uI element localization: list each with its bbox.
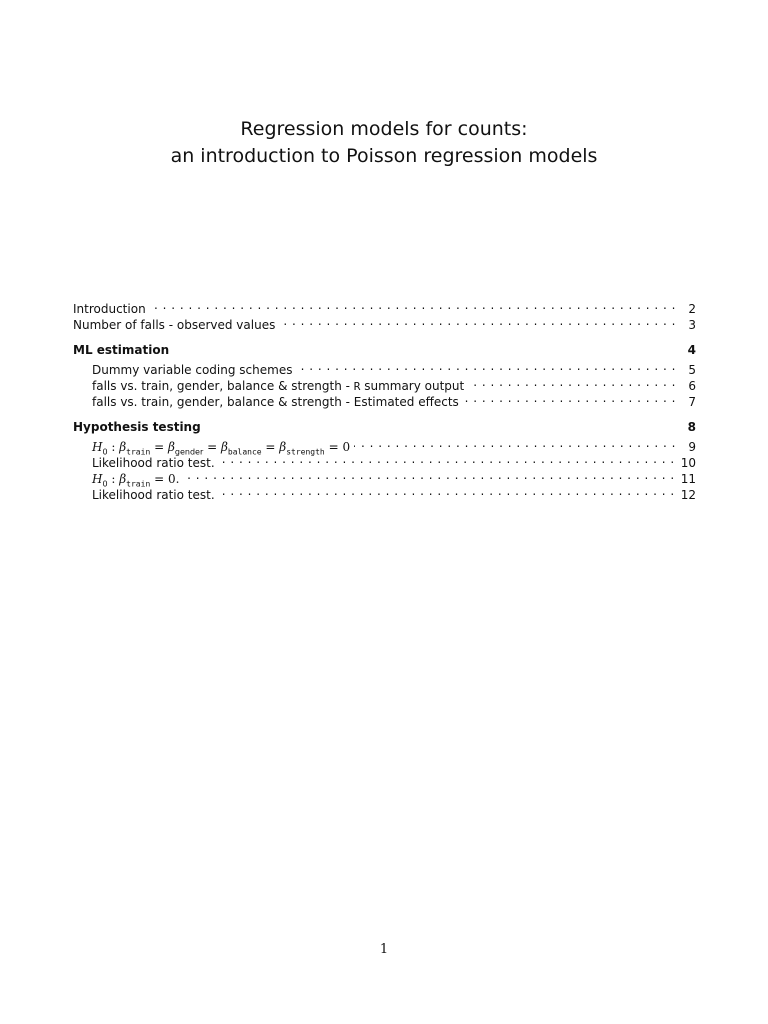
toc-label-text: summary output <box>360 379 465 393</box>
toc-entry-label <box>92 378 464 395</box>
toc-leader-dots <box>354 435 676 451</box>
toc-entry-page: 7 <box>688 395 696 409</box>
toc-entry-label: Introduction <box>73 302 146 316</box>
toc-entry-page: 5 <box>688 363 696 377</box>
toc-entry-page: 2 <box>688 302 696 316</box>
toc-leader-dots <box>219 451 675 467</box>
toc-entry-page: 12 <box>680 488 696 502</box>
toc-entry-math-label: $H_0$ : $\beta_{train} = 0$. <box>92 472 180 489</box>
toc-entry[interactable] <box>73 435 696 457</box>
toc-section-ml-estimation[interactable] <box>73 342 696 358</box>
toc-leader-dots <box>279 313 676 329</box>
toc-entry[interactable] <box>73 297 696 316</box>
table-of-contents <box>73 297 696 502</box>
toc-entry-label: Likelihood ratio test. <box>92 488 215 502</box>
title-line-1: Regression models for counts: <box>240 118 528 140</box>
toc-entry-page: 11 <box>680 472 696 486</box>
toc-section-heading: ML estimation <box>73 343 170 357</box>
toc-entry-label: Likelihood ratio test. <box>92 456 215 470</box>
toc-entry-label: Number of falls - observed values <box>73 318 276 332</box>
document-title <box>0 116 768 170</box>
toc-entry-label: Dummy variable coding schemes <box>92 363 293 377</box>
toc-leader-dots <box>150 297 676 313</box>
page-number: 1 <box>379 942 389 957</box>
toc-entry-math-label: $H_0$ : $\beta_{train} = \beta_{gender} = \beta_{balance} = \beta_{strength} = 0$ <box>92 440 351 457</box>
toc-label-code: R <box>353 380 361 393</box>
toc-entry-page: 9 <box>688 440 696 454</box>
toc-section-heading: Hypothesis testing <box>73 420 201 434</box>
toc-entry-page: 10 <box>680 456 696 470</box>
toc-entry-page: 3 <box>688 318 696 332</box>
toc-label-text: falls vs. train, gender, balance & strength - <box>92 379 354 393</box>
toc-entry[interactable] <box>73 313 696 332</box>
toc-section-page: 8 <box>687 420 696 434</box>
toc-leader-dots <box>463 390 676 406</box>
toc-leader-dots <box>296 358 676 374</box>
toc-entry[interactable] <box>73 358 696 377</box>
toc-leader-dots <box>183 467 674 483</box>
toc-section-hypothesis-testing[interactable] <box>73 419 696 435</box>
toc-entry-label: falls vs. train, gender, balance & strength - Estimated effects <box>92 395 459 409</box>
title-line-2: an introduction to Poisson regression models <box>170 145 598 167</box>
toc-entry-page: 6 <box>688 379 696 393</box>
toc-section-page: 4 <box>687 343 696 357</box>
toc-leader-dots <box>219 483 675 499</box>
toc-leader-dots <box>468 374 676 390</box>
